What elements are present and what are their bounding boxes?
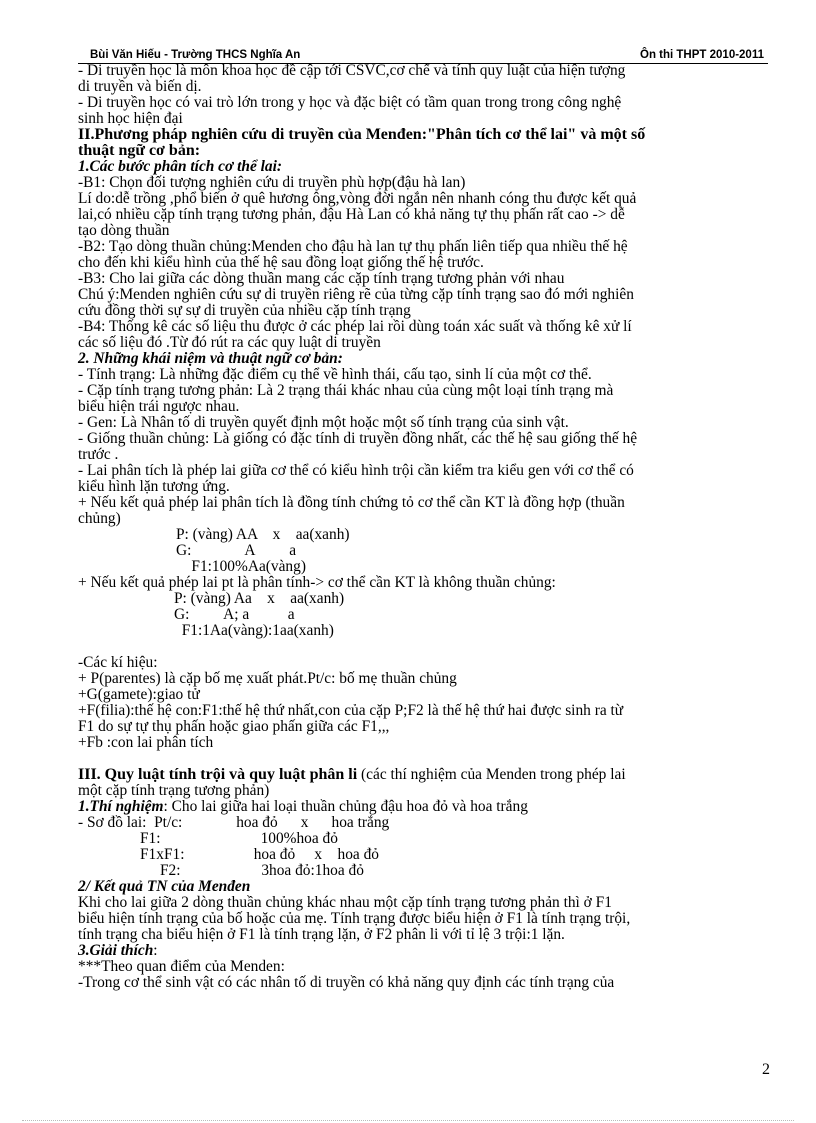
text-line: Chú ý:Menden nghiên cứu sự di truyền riêng rẽ của từng cặp tính trạng sao đó mới nghiên [78, 286, 634, 303]
text-line: 2. Những khái niệm và thuật ngữ cơ bản: [78, 350, 343, 367]
header-right: Ôn thi THPT 2010-2011 [640, 49, 764, 61]
text-line: cho đến khi kiểu hình của thế hệ sau đồng loạt giống thế hệ trước. [78, 254, 484, 271]
page-bottom-border [22, 1120, 794, 1121]
text-line: - Cặp tính trạng tương phản: Là 2 trạng thái khác nhau của cùng một loại tính trạng mà [78, 382, 614, 399]
text-line: II.Phương pháp nghiên cứu di truyền của Menđen:"Phân tích cơ thể lai" và một số [78, 126, 646, 143]
heading-text: 1.Thí nghiệm [78, 798, 164, 815]
text-line: - Giống thuần chủng: Là giống có đặc tính di truyền đồng nhất, các thế hệ sau giống thế hệ [78, 430, 638, 447]
text-line: sinh học hiện đại [78, 110, 183, 127]
heading-text: 3.Giải thích [78, 942, 154, 959]
text-line: F2: 3hoa đỏ:1hoa đỏ [160, 862, 364, 879]
text-line: một cặp tính trạng tương phản) [78, 782, 270, 799]
text-line: + P(parentes) là cặp bố mẹ xuất phát.Pt/c: bố mẹ thuần chủng [78, 670, 457, 687]
text-line: - Lai phân tích là phép lai giữa cơ thể có kiểu hình trội cần kiểm tra kiểu gen với cơ thể có [78, 462, 634, 479]
text-line [78, 767, 772, 783]
text-line: F1xF1: hoa đỏ x hoa đỏ [140, 846, 379, 863]
text-line: 2/ Kết quả TN của Menđen [78, 878, 251, 895]
text-line: di truyền và biến dị. [78, 78, 202, 95]
header-left: Bùi Văn Hiếu - Trường THCS Nghĩa An [90, 49, 301, 61]
text-line: -Các kí hiệu: [78, 654, 158, 671]
text-line: - Tính trạng: Là những đặc điểm cụ thể về hình thái, cấu tạo, sinh lí của một cơ thể. [78, 366, 592, 383]
text-line: cứu đồng thời sự sự di truyền của nhiều cặp tính trạng [78, 302, 411, 319]
heading-text: III. Quy luật tính trội và quy luật phân li [78, 766, 358, 783]
text-line: chủng) [78, 510, 121, 527]
text-line: - Sơ đồ lai: Pt/c: hoa đỏ x hoa trắng [78, 814, 390, 831]
text-line: biểu hiện trái ngược nhau. [78, 398, 240, 415]
text-line: -B1: Chọn đối tượng nghiên cứu di truyền phù hợp(đậu hà lan) [78, 174, 466, 191]
text-line: lai,có nhiều cặp tính trạng tương phản, đậu Hà Lan có khả năng tự thụ phấn rất cao -> dễ [78, 206, 625, 223]
document-body [78, 63, 772, 991]
text-line: + Nếu kết quả phép lai pt là phân tính-> cơ thể cần KT là không thuần chủng: [78, 574, 556, 591]
text-line: trước . [78, 446, 119, 463]
text-line: G: A a [176, 542, 297, 559]
text-line: - Di truyền học có vai trò lớn trong y học và đặc biệt có tầm quan trong trong công nghệ [78, 94, 622, 111]
text-line: -B3: Cho lai giữa các dòng thuần mang các cặp tính trạng tương phản với nhau [78, 270, 565, 287]
text-line: -B2: Tạo dòng thuần chủng:Menden cho đậu hà lan tự thụ phấn liên tiếp qua nhiều thế hệ [78, 238, 628, 255]
text-line [78, 943, 772, 959]
text-line: kiểu hình lặn tương ứng. [78, 478, 230, 495]
text-line: - Di truyền học là môn khoa học đề cập tới CSVC,cơ chế và tính quy luật của hiện tượng [78, 62, 626, 79]
text-line: -Trong cơ thể sinh vật có các nhân tố di truyền có khả năng quy định các tính trạng của [78, 974, 615, 991]
blank-line [78, 751, 772, 767]
text-line: F1:1Aa(vàng):1aa(xanh) [174, 622, 334, 639]
text-line: + Nếu kết quả phép lai phân tích là đồng tính chứng tỏ cơ thể cần KT là đồng hợp (thuần [78, 494, 625, 511]
text-line: thuật ngữ cơ bản: [78, 142, 201, 159]
text-line: Khi cho lai giữa 2 dòng thuần chủng khác nhau một cặp tính trạng tương phản thì ở F1 [78, 894, 612, 911]
text-line: F1: 100%hoa đỏ [140, 830, 338, 847]
text-line: +G(gamete):giao tử [78, 686, 200, 703]
page-number: 2 [762, 1061, 770, 1078]
text-line: biểu hiện tính trạng của bố hoặc của mẹ. Tính trạng được biểu hiện ở F1 là tính trạng trội, [78, 910, 631, 927]
text-line: -B4: Thống kê các số liệu thu được ở các phép lai rồi dùng toán xác suất và thống kê xử lí [78, 318, 632, 335]
text-line: tạo dòng thuần [78, 222, 170, 239]
text-line: F1:100%Aa(vàng) [176, 558, 306, 575]
text-line [78, 799, 772, 815]
text-line: F1 do sự tự thụ phấn hoặc giao phấn giữa các F1,,, [78, 718, 390, 735]
heading-rest: : [153, 942, 158, 959]
text-line: tính trạng cha biểu hiện ở F1 là tính trạng lặn, ở F2 phân li với tỉ lệ 3 trội:1 lặn. [78, 926, 565, 943]
text-line: các số liệu đó .Từ đó rút ra các quy luật di truyền [78, 334, 381, 351]
text-line: ***Theo quan điểm của Menden: [78, 958, 285, 975]
text-line: +Fb :con lai phân tích [78, 734, 214, 751]
text-line: G: A; a a [174, 606, 295, 623]
text-line: - Gen: Là Nhân tố di truyền quyết định một hoặc một số tính trạng của sinh vật. [78, 414, 569, 431]
heading-rest: : Cho lai giữa hai loại thuần chủng đậu hoa đỏ và hoa trắng [163, 798, 528, 815]
text-line: P: (vàng) Aa x aa(xanh) [174, 590, 345, 607]
blank-line [78, 639, 772, 655]
heading-rest: (các thí nghiệm của Menden trong phép lai [357, 766, 626, 783]
text-line: Lí do:dễ trồng ,phổ biến ở quê hương ông,vòng đời ngắn nên nhanh cóng thu được kết quả [78, 190, 637, 207]
text-line: P: (vàng) AA x aa(xanh) [176, 526, 350, 543]
text-line: +F(filia):thế hệ con:F1:thế hệ thứ nhất,con của cặp P;F2 là thế hệ thứ hai được sinh ra từ [78, 702, 624, 719]
text-line: 1.Các bước phân tích cơ thể lai: [78, 158, 283, 175]
